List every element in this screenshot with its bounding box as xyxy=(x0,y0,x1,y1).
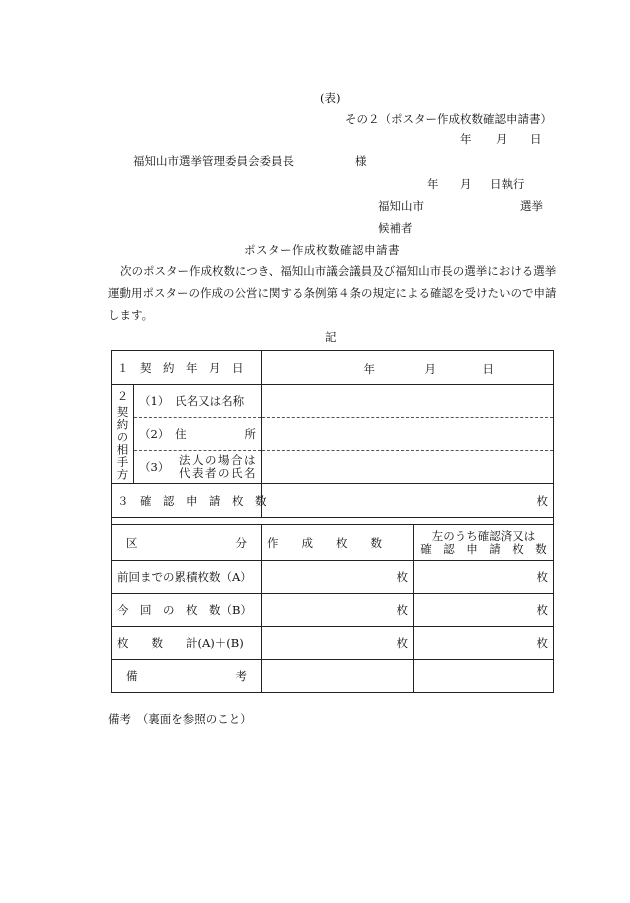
contract-day: 日 xyxy=(482,361,494,376)
election-year: 年 xyxy=(427,177,439,191)
body-line-3: します。 xyxy=(108,308,154,322)
party-number: ２ xyxy=(116,389,129,403)
row-total-unit-1: 枚 xyxy=(262,627,414,660)
name-value xyxy=(262,385,554,418)
header-confirmed-line-2: 確 認 申 請 枚 数 xyxy=(420,541,547,556)
name-label: （1） 氏名又は名称 xyxy=(134,385,262,418)
address-label-right: 所 xyxy=(244,427,256,441)
document-title: ポスター作成枚数確認申請書 xyxy=(244,243,400,257)
address-value xyxy=(262,418,554,451)
election-day: 日執行 xyxy=(490,177,525,191)
address-label-left: （2） 住 xyxy=(139,427,187,441)
header-kubun-left: 区 xyxy=(126,535,138,550)
ki-label: 記 xyxy=(325,330,337,344)
row-total-unit-2: 枚 xyxy=(414,627,554,660)
date-year: 年 xyxy=(460,132,472,146)
party-cell xyxy=(112,385,134,484)
row-label-b: 今 回 の 枚 数（B） xyxy=(112,594,262,627)
header-confirmed-count xyxy=(414,525,554,561)
row-a-unit-2: 枚 xyxy=(414,561,554,594)
rep-label xyxy=(134,451,262,484)
addressee: 福知山市選挙管理委員会委員長 xyxy=(133,154,294,168)
party-label: 契約の相手方 xyxy=(115,406,130,481)
contract-date-value xyxy=(262,351,554,385)
header-confirmed-line-1: 左のうち確認済又は xyxy=(431,528,536,543)
rep-label-line-1: 法人の場合は xyxy=(178,453,257,467)
count-table xyxy=(111,524,554,693)
header-created-count: 作 成 枚 数 xyxy=(262,525,414,561)
body-line-2: 運動用ポスターの作成の公営に関する条例第４条の規定による確認を受けたいので申請 xyxy=(108,286,557,300)
body-line-1: 次のポスター作成枚数につき、福知山市議会議員及び福知山市長の選挙における選挙 xyxy=(120,264,557,278)
row-b-unit-2: 枚 xyxy=(414,594,554,627)
remarks-label xyxy=(112,660,262,693)
rep-value xyxy=(262,451,554,484)
count-unit: 枚 xyxy=(262,484,554,518)
header-kubun-right: 分 xyxy=(235,535,247,550)
remarks-label-right: 考 xyxy=(235,669,247,683)
rep-label-line-2: 代表者の氏名 xyxy=(178,466,257,480)
candidate-label: 候補者 xyxy=(378,221,413,235)
honorific: 様 xyxy=(355,154,367,168)
row-label-a: 前回までの累積枚数（A） xyxy=(112,561,262,594)
remarks-label-left: 備 xyxy=(126,669,138,683)
contract-date-label: １ 契 約 年 月 日 xyxy=(112,351,262,385)
date-month: 月 xyxy=(496,132,508,146)
election-city: 福知山市 xyxy=(378,199,424,213)
remarks-value-1 xyxy=(262,660,414,693)
row-a-unit-1: 枚 xyxy=(262,561,414,594)
address-label xyxy=(134,418,262,451)
header-kubun xyxy=(112,525,262,561)
contract-month: 月 xyxy=(424,361,436,376)
remarks-value-2 xyxy=(414,660,554,693)
election-word: 選挙 xyxy=(520,199,543,213)
form-subtitle: その２（ポスター作成枚数確認申請書） xyxy=(345,112,552,126)
contract-year: 年 xyxy=(363,361,375,376)
date-day: 日 xyxy=(530,132,542,146)
side-label: (表) xyxy=(320,91,341,105)
row-label-total: 枚 数 計(A)＋(B) xyxy=(112,627,262,660)
rep-number: （3） xyxy=(139,460,170,474)
footer-note: 備考 （裏面を参照のこと） xyxy=(108,712,252,726)
count-label: ３ 確 認 申 請 枚 数 xyxy=(112,484,262,518)
contract-table xyxy=(111,350,554,518)
row-b-unit-1: 枚 xyxy=(262,594,414,627)
election-month: 月 xyxy=(460,177,472,191)
